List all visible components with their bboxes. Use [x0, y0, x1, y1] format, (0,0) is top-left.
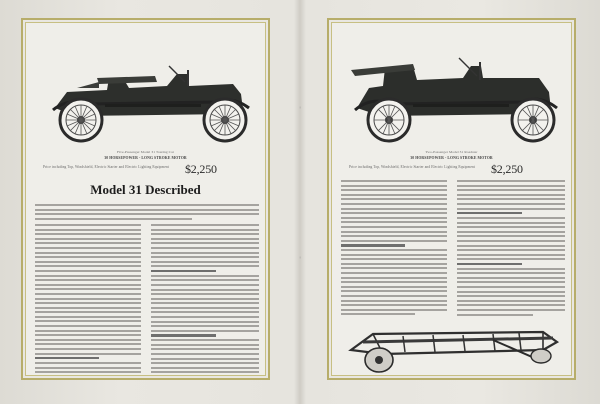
- left-body-column-2: [151, 224, 259, 376]
- right-page: [327, 18, 576, 380]
- left-price: $2,250: [185, 162, 217, 176]
- section-title: Model 31 Described: [90, 182, 201, 197]
- roadster-illustration: [343, 48, 563, 148]
- right-caption-motor: 30 HORSEPOWER - LONG STROKE MOTOR: [410, 156, 493, 160]
- left-body-text-top: [35, 204, 259, 222]
- right-caption-equipment: Price including Top, Windshield, Electric Starter and Electric Lighting Equipment: [349, 165, 476, 169]
- left-body-column-1: [35, 224, 141, 376]
- right-body-column-1: [341, 180, 447, 318]
- binding-mark-top: ⁞: [299, 105, 301, 110]
- left-caption-motor: 30 HORSEPOWER - LONG STROKE MOTOR: [104, 156, 187, 160]
- chassis-illustration: [343, 320, 565, 376]
- left-page: [21, 18, 270, 380]
- touring-car-illustration: [37, 48, 257, 148]
- right-body-column-2: [457, 180, 565, 318]
- left-caption-model: Five-Passenger Model 31 Touring Car: [116, 150, 175, 154]
- binding-mark-middle: ⁞: [299, 255, 301, 260]
- right-price: $2,250: [491, 162, 523, 176]
- left-caption-equipment: Price including Top, Windshield, Electric Starter and Electric Lighting Equipment: [43, 165, 170, 169]
- right-caption-model: Two-Passenger Model 31 Roadster: [425, 150, 478, 154]
